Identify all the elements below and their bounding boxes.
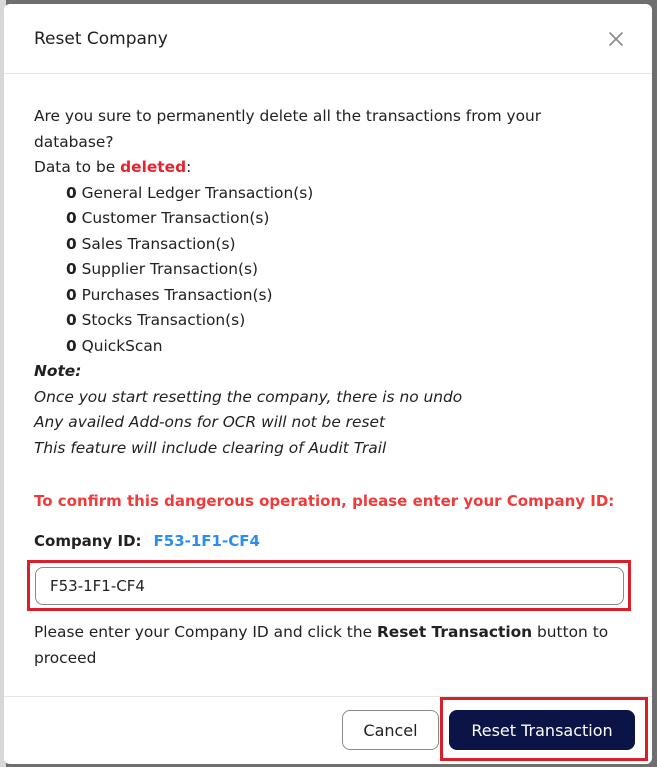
item-label: Stocks Transaction(s) [81,311,246,329]
dialog-header [4,4,652,74]
note-line: Any availed Add-ons for OCR will not be reset [34,413,385,431]
dialog-body [4,74,652,554]
question-text: Are you sure to permanently delete all the transactions from your database? [34,107,542,151]
deleted-keyword: deleted [120,158,187,176]
item-label: Supplier Transaction(s) [81,260,258,278]
close-icon [608,31,624,47]
dialog-title: Reset Company [34,28,168,49]
note-line: Once you start resetting the company, there is no undo [34,387,463,406]
item-label: Purchases Transaction(s) [81,285,273,304]
reset-transaction-button[interactable]: Reset Transaction [449,710,635,750]
reset-company-dialog [4,4,652,764]
data-suffix: : [186,158,192,176]
item-count: 0 [66,260,77,278]
instruction-text [34,620,634,671]
company-id-row [34,529,622,555]
list-item [66,283,622,309]
item-count: 0 [66,285,77,304]
item-count: 0 [66,311,77,329]
confirm-warning: To confirm this dangerous operation, please enter your Company ID: [34,492,615,510]
company-id-label: Company ID: [34,531,142,550]
item-label: QuickScan [81,336,163,355]
note-line: This feature will include clearing of Audit Trail [34,438,387,457]
item-label: General Ledger Transaction(s) [81,183,314,202]
data-prefix: Data to be [34,158,121,176]
item-label: Sales Transaction(s) [81,234,236,253]
list-item [66,257,622,283]
item-count: 0 [66,234,77,253]
list-item [66,232,622,258]
instruction-suffix: button to proceed [34,623,609,667]
data-deleted-line [34,155,622,181]
cancel-button[interactable]: Cancel [342,710,439,750]
item-label: Customer Transaction(s) [81,209,270,227]
dialog-footer [4,696,652,764]
close-button[interactable] [602,25,630,53]
list-item [66,334,622,360]
deletion-counts-list [34,181,622,360]
list-item [66,308,622,334]
item-count: 0 [66,336,77,355]
item-count: 0 [66,209,77,227]
company-id-input[interactable] [35,567,624,605]
item-count: 0 [66,183,77,202]
note-title: Note: [34,362,82,380]
instruction-prefix: Please enter your Company ID and click the [34,623,377,641]
company-id-value: F53-1F1-CF4 [153,531,260,550]
instruction-bold: Reset Transaction [376,623,533,641]
list-item [66,181,622,207]
list-item [66,206,622,232]
